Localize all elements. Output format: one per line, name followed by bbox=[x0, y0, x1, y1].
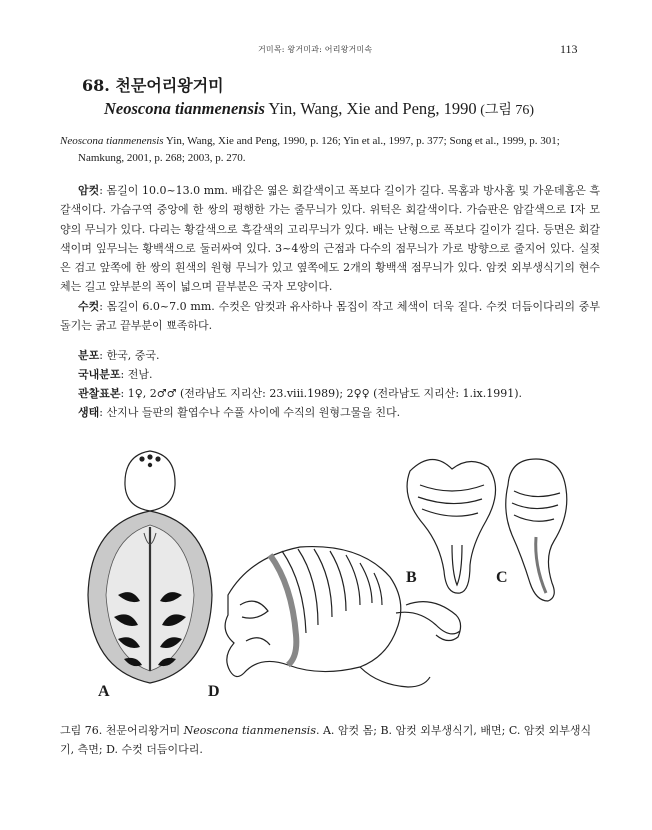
caption-scientific-name: Neoscona tianmenensis bbox=[183, 724, 316, 737]
figure-caption bbox=[60, 721, 600, 759]
species-heading-korean: 68. 천문어리왕거미 bbox=[82, 76, 224, 95]
epigyne-ventral-drawing bbox=[407, 459, 495, 593]
species-author: Yin, Wang, Xie and Peng, 1990 bbox=[264, 99, 477, 118]
figure-reference: (그림 76) bbox=[476, 103, 535, 118]
species-metadata bbox=[78, 346, 598, 422]
specimens-row bbox=[78, 384, 598, 403]
domestic-row bbox=[78, 365, 598, 384]
female-description bbox=[60, 181, 600, 297]
figure-label-b: B bbox=[406, 569, 417, 586]
male-text: : 몸길이 6.0~7.0 mm. 수컷은 암컷과 유사하나 몸집이 작고 체색이 더욱 짙다. 수컷 더듬이다리의 중부돌기는 굵고 끝부분이 뾰족하다. bbox=[60, 300, 600, 333]
figure-label-d: D bbox=[208, 683, 220, 700]
running-header: 거미목: 왕거미과: 어리왕거미속 bbox=[258, 45, 373, 54]
female-body-drawing bbox=[88, 451, 212, 683]
synonymy-references: Yin, Wang, Xie and Peng, 1990, p. 126; Yin et al., 1997, p. 377; Song et al., 1999, p. 301; Namkung, 2001, p. 268; 2003, p. 270. bbox=[78, 135, 560, 164]
distribution-row bbox=[78, 346, 598, 365]
synonymy-list bbox=[60, 133, 600, 167]
domestic-value: : 전남. bbox=[120, 368, 153, 381]
female-label: 암컷 bbox=[78, 184, 100, 197]
specimens-value: : 1♀, 2♂♂ (전라남도 지리산: 23.viii.1989); 2♀♀ (전라남도 지리산: 1.ix.1991). bbox=[120, 387, 523, 400]
caption-text: . A. 암컷 몸; B. 암컷 외부생식기, 배면; C. 암컷 외부생식기, 측면; D. 수컷 더듬이다리. bbox=[60, 724, 592, 756]
page-number: 113 bbox=[560, 42, 578, 56]
epigyne-lateral-drawing bbox=[506, 459, 567, 601]
synonymy-name: Neoscona tianmenensis bbox=[60, 135, 164, 147]
male-palp-drawing bbox=[225, 547, 460, 687]
male-description bbox=[60, 297, 600, 336]
ecology-label: 생태 bbox=[78, 406, 100, 419]
scientific-name: Neoscona tianmenensis bbox=[104, 99, 265, 118]
specimens-label: 관찰표본 bbox=[78, 387, 121, 400]
distribution-label: 분포 bbox=[78, 349, 100, 362]
female-text: : 몸길이 10.0~13.0 mm. 배갑은 엷은 회갈색이고 폭보다 길이가 길다. 목홈과 방사홈 및 가운데홈은 흑갈색이다. 가슴구역 중앙에 한 쌍의 평행한 가는 줄무늬가 있다. 위턱은 회갈색이다. 가슴판은 암갈색으로 I자 모양의 무늬가 있다. 다리는 황갈색으로 흑갈색의 고리무늬가 있다. 배는 난형으로 폭보다 길이가 길다. 등면은 회갈색이며 잎무늬는 황백색으로 둘러싸여 있다. 3~4쌍의 근점과 다수의 점무늬가 가로 방향으로 줄지어 있다. 실젖은 검고 앞쪽에 한 쌍의 흰색의 원형 무늬가 있고 옆쪽에도 2개의 황백색 점무늬가 있다. 암컷 외부생식기의 현수체는 길고 앞부분의 폭이 넓으며 끝부분은 국자 모양이다. bbox=[60, 184, 600, 294]
species-title-block bbox=[82, 76, 602, 122]
spider-illustrations bbox=[60, 445, 600, 715]
male-label: 수컷 bbox=[78, 300, 100, 313]
ecology-row bbox=[78, 403, 598, 422]
caption-prefix: 그림 76. 천문어리왕거미 bbox=[60, 724, 184, 737]
species-heading-scientific bbox=[104, 98, 602, 122]
distribution-value: : 한국, 중국. bbox=[99, 349, 160, 362]
ecology-value: : 산지나 들판의 활엽수나 수풀 사이에 수직의 원형그물을 친다. bbox=[99, 406, 401, 419]
domestic-label: 국내분포 bbox=[78, 368, 121, 381]
figure-76 bbox=[60, 445, 600, 715]
figure-label-c: C bbox=[496, 569, 508, 586]
figure-label-a: A bbox=[98, 683, 110, 700]
